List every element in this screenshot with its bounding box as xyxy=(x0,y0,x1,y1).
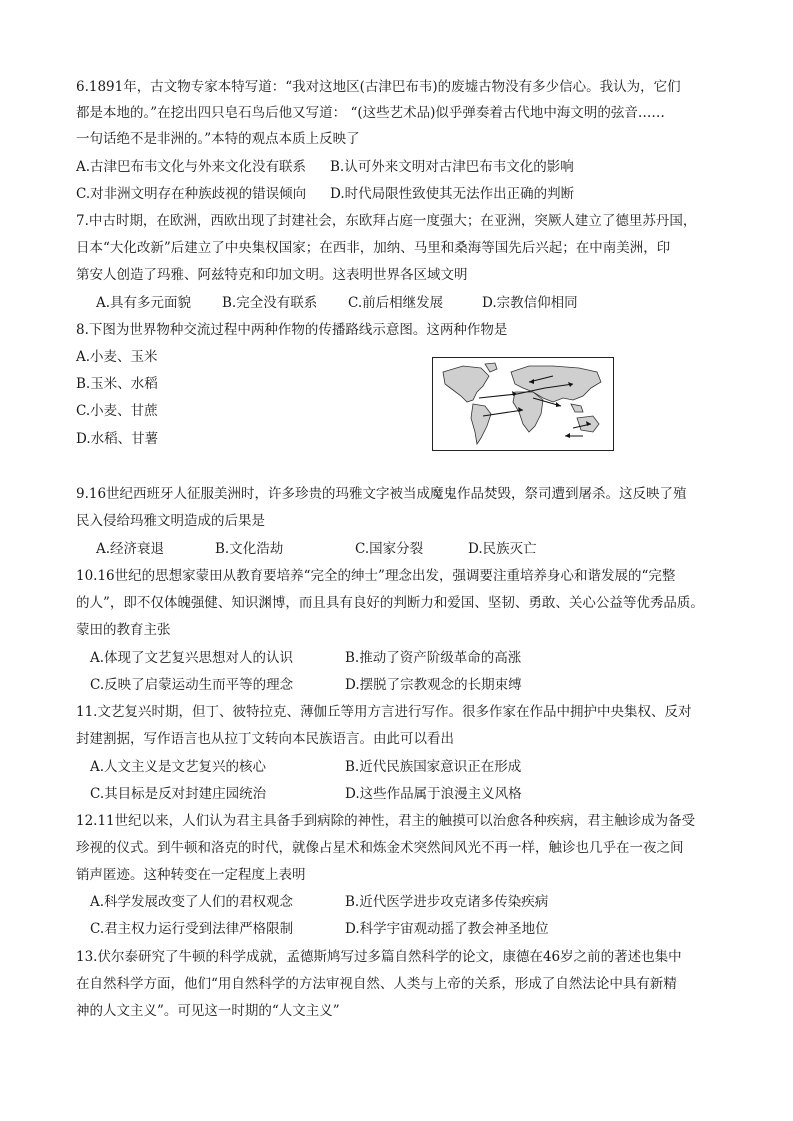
q6-option-a: A.古津巴布韦文化与外来文化没有联系 xyxy=(76,159,307,175)
q6-option-d: D.时代局限性致使其无法作出正确的判断 xyxy=(330,186,575,202)
q10-line-1: 10.16世纪的思想家蒙田从教育要培养“完全的绅士”理念出发，强调要注重培养身心和谐发展的“完整 xyxy=(76,568,676,584)
q6-option-c: C.对非洲文明存在种族歧视的错误倾向 xyxy=(76,186,307,202)
world-map-icon xyxy=(432,357,614,451)
q10-option-a: A.体现了文艺复兴思想对人的认识 xyxy=(90,650,294,666)
islands-shape xyxy=(571,404,583,412)
q10-line-3: 蒙田的教育主张 xyxy=(76,622,171,638)
q9-option-d: D.民族灭亡 xyxy=(468,541,537,557)
route-line xyxy=(479,394,517,398)
q11-line-1: 11.文艺复兴时期，但丁、彼特拉克、薄伽丘等用方言进行写作。很多作家在作品中拥护中央集权、反对 xyxy=(76,704,692,720)
q11-option-c: C.其目标是反对封建庄园统治 xyxy=(90,786,267,802)
q7-option-c: C.前后相继发展 xyxy=(348,295,444,311)
world-map-figure xyxy=(433,358,613,450)
q10-option-c: C.反映了启蒙运动生而平等的理念 xyxy=(90,677,294,693)
north-america-shape xyxy=(443,366,489,402)
q7-line-3: 第安人创造了玛雅、阿兹特克和印加文明。这表明世界各区域文明 xyxy=(76,267,468,283)
q13-line-1: 13.伏尔泰研究了牛顿的科学成就，孟德斯鸠写过多篇自然科学的论文，康德在46岁之前的著述也集中 xyxy=(76,949,682,965)
q6-line-1: 6.1891年，古文物专家本特写道：“我对这地区(古津巴布韦)的废墟古物没有多少信心。我认为，它们 xyxy=(76,79,681,95)
q11-line-2: 封建割据，写作语言也从拉丁文转向本民族语言。由此可以看出 xyxy=(76,731,454,747)
q7-option-d: D.宗教信仰相同 xyxy=(482,295,578,311)
q12-option-c: C.君主权力运行受到法律严格限制 xyxy=(90,921,294,937)
q9-line-2: 民入侵给玛雅文明造成的后果是 xyxy=(76,513,265,529)
q9-option-b: B.文化浩劫 xyxy=(215,541,284,557)
q12-option-d: D.科学宇宙观动摇了教会神圣地位 xyxy=(345,921,549,937)
q10-line-2: 的人”，即不仅体魄强健、知识渊博，而且具有良好的判断力和爱国、坚韧、勇敢、关心公益等优秀品质。 xyxy=(76,595,704,611)
q9-line-1: 9.16世纪西班牙人征服美洲时，许多珍贵的玛雅文字被当成魔鬼作品焚毁，祭司遭到屠杀。这反映了殖 xyxy=(76,486,687,502)
q11-option-d: D.这些作品属于浪漫主义风格 xyxy=(345,786,522,802)
q6-line-3: 一句话绝不是非洲的。”本特的观点本质上反映了 xyxy=(76,131,360,147)
q8-option-b: B.玉米、水稻 xyxy=(76,376,158,392)
q8-line-1: 8.下图为世界物种交流过程中两种作物的传播路线示意图。这两种作物是 xyxy=(76,322,508,338)
greenland-shape xyxy=(485,363,497,372)
q7-line-1: 7.中古时期，在欧洲，西欧出现了封建社会，东欧拜占庭一度强大；在亚洲，突厥人建立了德里苏丹国， xyxy=(76,213,697,229)
q7-option-a: A.具有多元面貌 xyxy=(96,295,192,311)
q7-line-2: 日本“大化改新”后建立了中央集权国家；在西非，加纳、马里和桑海等国先后兴起；在中南美洲，印 xyxy=(76,240,671,256)
q11-option-b: B.近代民族国家意识正在形成 xyxy=(345,759,522,775)
q12-line-1: 12.11世纪以来，人们认为君主具备手到病除的神性，君主的触摸可以治愈各种疾病，君主触诊成为备受 xyxy=(76,813,696,829)
q12-line-3: 销声匿迹。这种转变在一定程度上表明 xyxy=(76,867,306,883)
q9-option-c: C.国家分裂 xyxy=(355,541,424,557)
q6-option-b: B.认可外来文明对古津巴布韦文化的影响 xyxy=(330,159,574,175)
q7-option-b: B.完全没有联系 xyxy=(222,295,318,311)
q9-option-a: A.经济衰退 xyxy=(96,541,165,557)
q11-option-a: A.人文主义是文艺复兴的核心 xyxy=(90,759,267,775)
q12-line-2: 珍视的仪式。到牛顿和洛克的时代，就像占星术和炼金术突然间风光不再一样，触诊也几乎在一夜之间 xyxy=(76,840,684,856)
q10-option-d: D.摆脱了宗教观念的长期束缚 xyxy=(345,677,522,693)
q12-option-a: A.科学发展改变了人们的君权观念 xyxy=(90,894,294,910)
africa-shape xyxy=(513,392,543,432)
q13-line-3: 神的人文主义”。可见这一时期的“人文主义” xyxy=(76,1003,340,1019)
q8-option-c: C.小麦、甘蔗 xyxy=(76,403,158,419)
q10-option-b: B.推动了资产阶级革命的高涨 xyxy=(345,650,522,666)
q13-line-2: 在自然科学方面，他们“用自然科学的方法审视自然、人类与上帝的关系，形成了自然法论中具有新精 xyxy=(76,976,677,992)
q8-option-d: D.水稻、甘薯 xyxy=(76,431,159,447)
q8-option-a: A.小麦、玉米 xyxy=(76,349,158,365)
q12-option-b: B.近代医学进步攻克诸多传染疾病 xyxy=(345,894,549,910)
q6-line-2: 都是本地的。”在挖出四只皂石鸟后他又写道： “(这些艺术品)似乎弹奏着古代地中海文明的弦音…… xyxy=(76,105,665,121)
south-america-shape xyxy=(471,404,491,444)
